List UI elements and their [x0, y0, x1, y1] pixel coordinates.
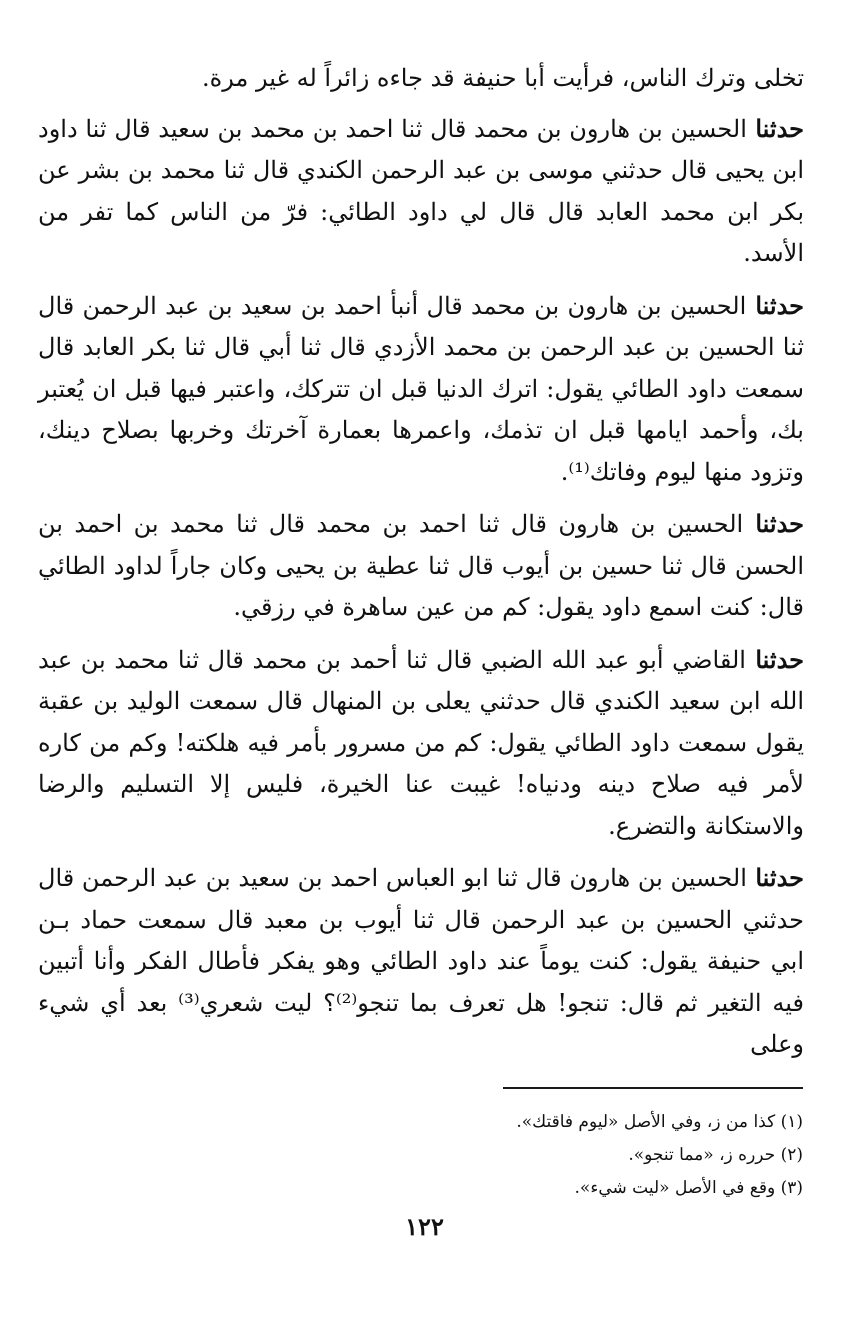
paragraph-2 — [38, 108, 804, 275]
paragraph-5-lead: حدثنا — [755, 644, 804, 674]
footnote-1: (١) كذا من ز، وفي الأصل «ليوم فاقتك». — [516, 1112, 803, 1132]
paragraph-5-text: القاضي أبو عبد الله الضبي قال ثنا أحمد بن محمد قال ثنا محمد بن عبد الله ابن سعيد الكندي قال حدثني يعلى بن المنهال قال سمعت الوليد بن عقبة يقول سمعت داود الطائي يقول: كم من مسرور بأمر فيه هلكته! وكم من كاره لأمر فيه صلاح دينه ودنياه! غيبت عنا الخيرة، فليس إلا التسليم والرضا والاستكانة والتضرع. — [38, 645, 804, 840]
paragraph-6-text: الحسين بن هارون قال ثنا ابو العباس احمد بن سعيد بن عبد الرحمن قال حدثني الحسين بن عبد الرحمن قال ثنا أيوب بن معبد قال سمعت حماد بـن ابي حنيفة يقول: كنت يوماً عند داود الطائي وهو يفكر فأطال الفكر وأنا أتبين فيه التغير ثم قال: تنجو! هل تعرف بما تنجو⁽²⁾؟ ليت شعري⁽³⁾ بعد أي شيء وعلى — [38, 864, 804, 1058]
footnote-3: (٣) وقع في الأصل «ليت شيء». — [574, 1178, 803, 1198]
footnote-2: (٢) حرره ز، «مما تنجو». — [628, 1145, 803, 1165]
paragraph-2-lead: حدثنا — [755, 113, 805, 143]
paragraph-4-lead: حدثنا — [755, 509, 804, 538]
paragraph-2-text: الحسين بن هارون بن محمد قال ثنا احمد بن محمد بن سعيد قال ثنا داود ابن يحيى قال حدثني موسى بن عبد الرحمن الكندي قال ثنا محمد بن بشر عن بكر ابن محمد العابد قال قال لي داود الطائي: فرّ من الناس كما تفر من الأسد. — [38, 114, 804, 267]
paragraph-3-lead: حدثنا — [755, 290, 804, 320]
paragraph-4-text: الحسين بن هارون قال ثنا احمد بن محمد قال ثنا محمد بن احمد بن الحسن قال ثنا حسين بن أيوب قال ثنا عطية بن يحيى وكان جاراً لداود الطائي قال: كنت اسمع داود يقول: كم من عين ساهرة في رزقي. — [38, 510, 805, 621]
paragraph-6 — [38, 857, 804, 1066]
page-number: ١٢٢ — [405, 1212, 444, 1241]
paragraph-1-text: تخلى وترك الناس، فرأيت أبا حنيفة قد جاءه زائراً له غير مرة. — [202, 64, 804, 92]
footnotes — [203, 1106, 803, 1205]
paragraph-6-lead: حدثنا — [755, 863, 804, 892]
main-text — [38, 58, 804, 1076]
paragraph-3 — [38, 285, 804, 494]
paragraph-1 — [38, 58, 804, 100]
paragraph-4 — [38, 503, 804, 629]
paragraph-3-text: الحسين بن هارون بن محمد قال أنبأ احمد بن سعيد بن عبد الرحمن قال ثنا الحسين بن عبد الرحمن بن محمد الأزدي قال ثنا أبي قال ثنا بكر العابد قال سمعت داود الطائي يقول: اترك الدنيا قبل ان تتركك، واعتبر فيها قبل ان يُعتبر بك، وأحمد ايامها قبل ان تذمك، واعمرها بعمارة آخرتك وخربها بصلاح دينك، وتزود منها ليوم وفاتك⁽¹⁾. — [38, 291, 804, 486]
paragraph-5 — [38, 639, 804, 848]
footnote-divider — [503, 1087, 803, 1089]
